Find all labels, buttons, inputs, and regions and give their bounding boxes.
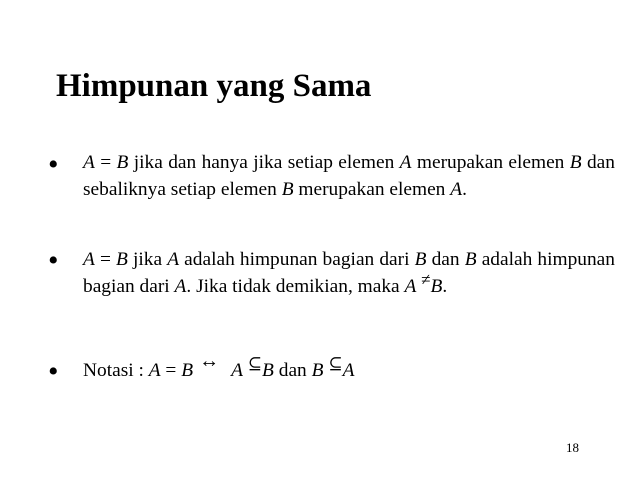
page-number: 18	[566, 440, 579, 455]
subset-symbol: ⊆	[247, 354, 263, 373]
bullet-marker: •	[48, 355, 59, 388]
bullet-text-subset-condition: A = B jika A adalah himpunan bagian dari B dan B adalah himpunan bagian dari A. Jika tidak demikian, maka A ≠B.	[83, 249, 615, 297]
bullet-marker: •	[48, 148, 59, 181]
not-equal-symbol: ≠	[421, 270, 431, 289]
bullet-text-equality-definition: A = B jika dan hanya jika setiap elemen A merupakan elemen B dan sebaliknya setiap elemen B merupakan elemen A.	[83, 152, 615, 200]
bullet-marker: •	[48, 244, 59, 277]
subset-symbol: ⊆	[328, 354, 343, 373]
slide-title: Himpunan yang Sama	[56, 68, 372, 104]
bullet-text-notation: Notasi : A = B ↔ A ⊆B dan B ⊆A	[83, 350, 355, 381]
iff-arrow-symbol: ↔	[199, 350, 220, 372]
